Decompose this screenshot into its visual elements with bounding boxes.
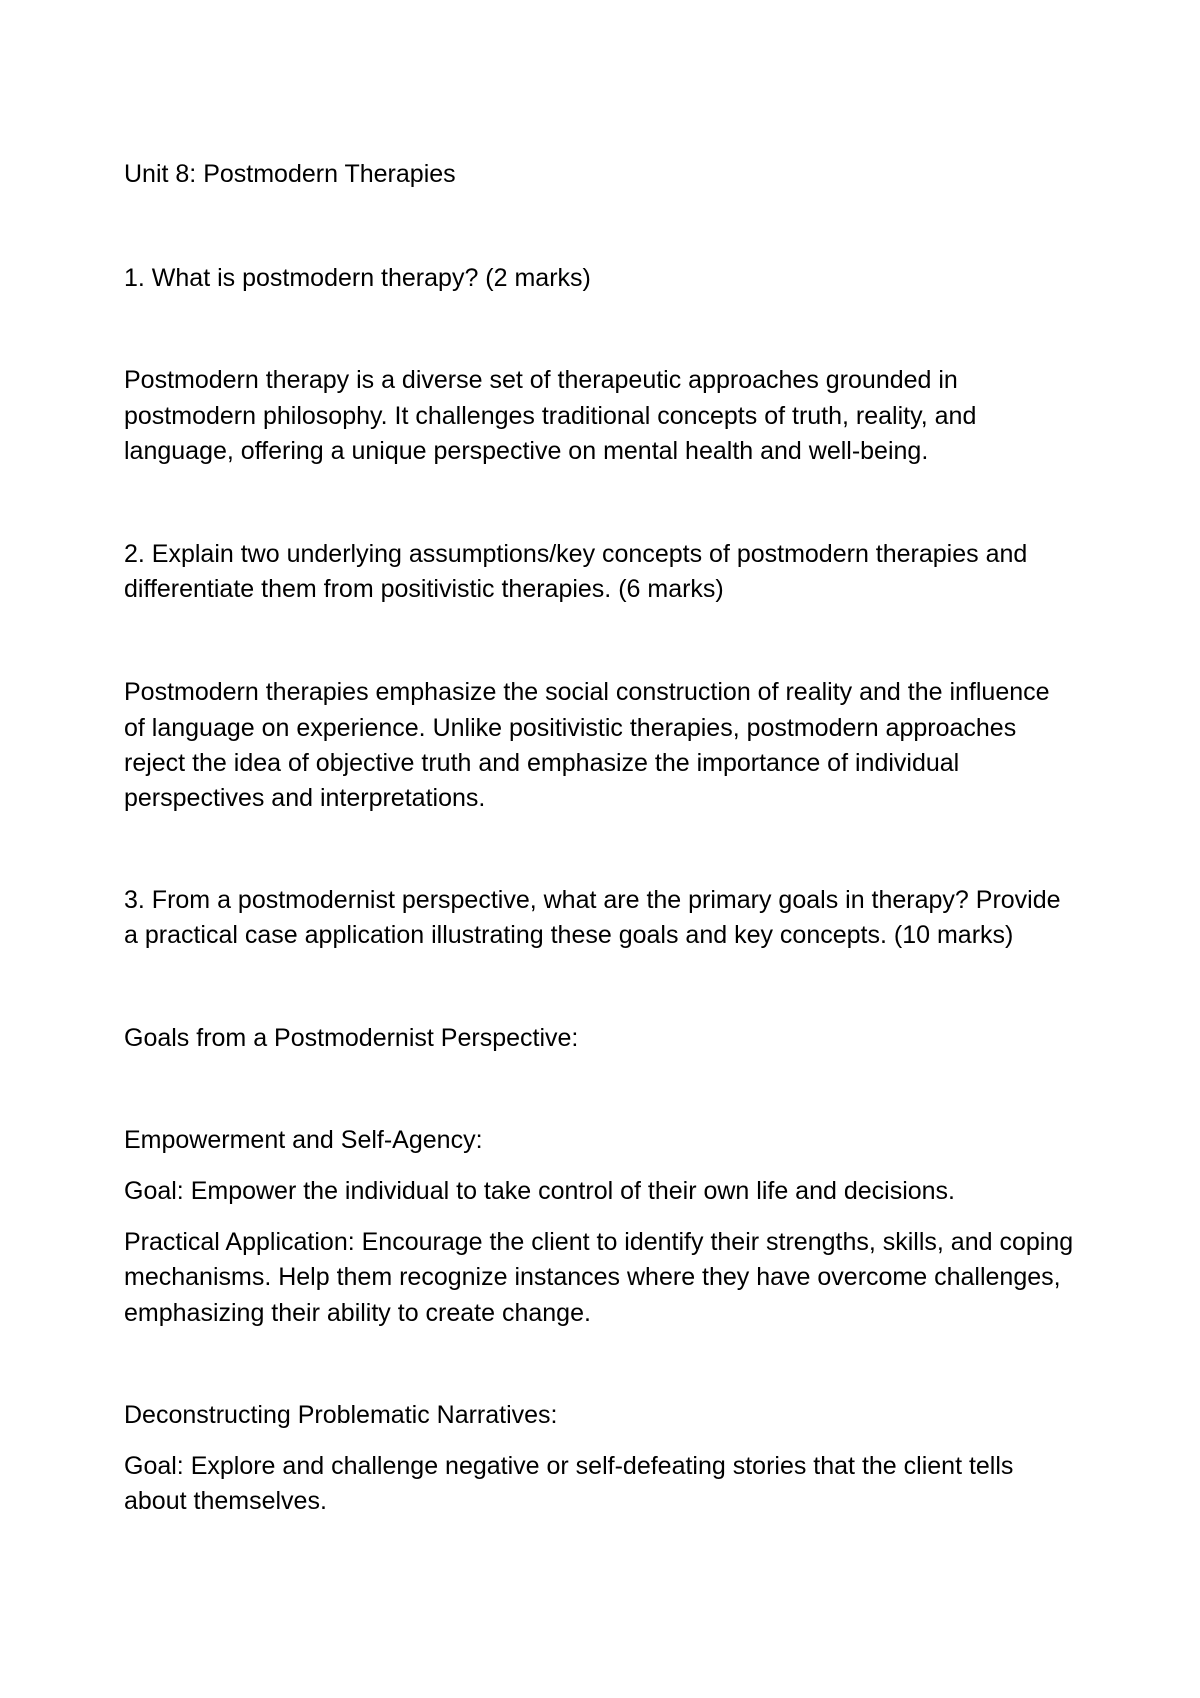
goal-1-application-line: mechanisms. Help them recognize instances where they have overcome challenges, (124, 1263, 1061, 1291)
answer-2-line: perspectives and interpretations. (124, 784, 486, 812)
goals-heading: Goals from a Postmodernist Perspective: (124, 1024, 579, 1052)
question-3-line: 3. From a postmodernist perspective, what are the primary goals in therapy? Provide (124, 886, 1061, 914)
answer-2-line: reject the idea of objective truth and emphasize the importance of individual (124, 749, 960, 777)
answer-2-line: of language on experience. Unlike positivistic therapies, postmodern approaches (124, 714, 1017, 742)
question-3-line: a practical case application illustrating these goals and key concepts. (10 marks) (124, 921, 1014, 949)
question-1: 1. What is postmodern therapy? (2 marks) (124, 264, 591, 292)
goal-1-application-line: Practical Application: Encourage the client to identify their strengths, skills, and coping (124, 1228, 1074, 1256)
goal-2-heading: Deconstructing Problematic Narratives: (124, 1401, 558, 1429)
question-2-line: differentiate them from positivistic therapies. (6 marks) (124, 575, 724, 603)
answer-2-line: Postmodern therapies emphasize the social construction of reality and the influence (124, 678, 1050, 706)
goal-2-statement-line: about themselves. (124, 1487, 327, 1515)
goal-1-heading: Empowerment and Self-Agency: (124, 1126, 483, 1154)
goal-1-statement: Goal: Empower the individual to take control of their own life and decisions. (124, 1177, 956, 1205)
document-title: Unit 8: Postmodern Therapies (124, 160, 456, 188)
goal-2-statement-line: Goal: Explore and challenge negative or self-defeating stories that the client tells (124, 1452, 1014, 1480)
answer-1-line: Postmodern therapy is a diverse set of therapeutic approaches grounded in (124, 366, 958, 394)
answer-1-line: language, offering a unique perspective on mental health and well-being. (124, 437, 929, 465)
question-2-line: 2. Explain two underlying assumptions/key concepts of postmodern therapies and (124, 540, 1028, 568)
answer-1-line: postmodern philosophy. It challenges traditional concepts of truth, reality, and (124, 402, 977, 430)
goal-1-application-line: emphasizing their ability to create change. (124, 1299, 591, 1327)
